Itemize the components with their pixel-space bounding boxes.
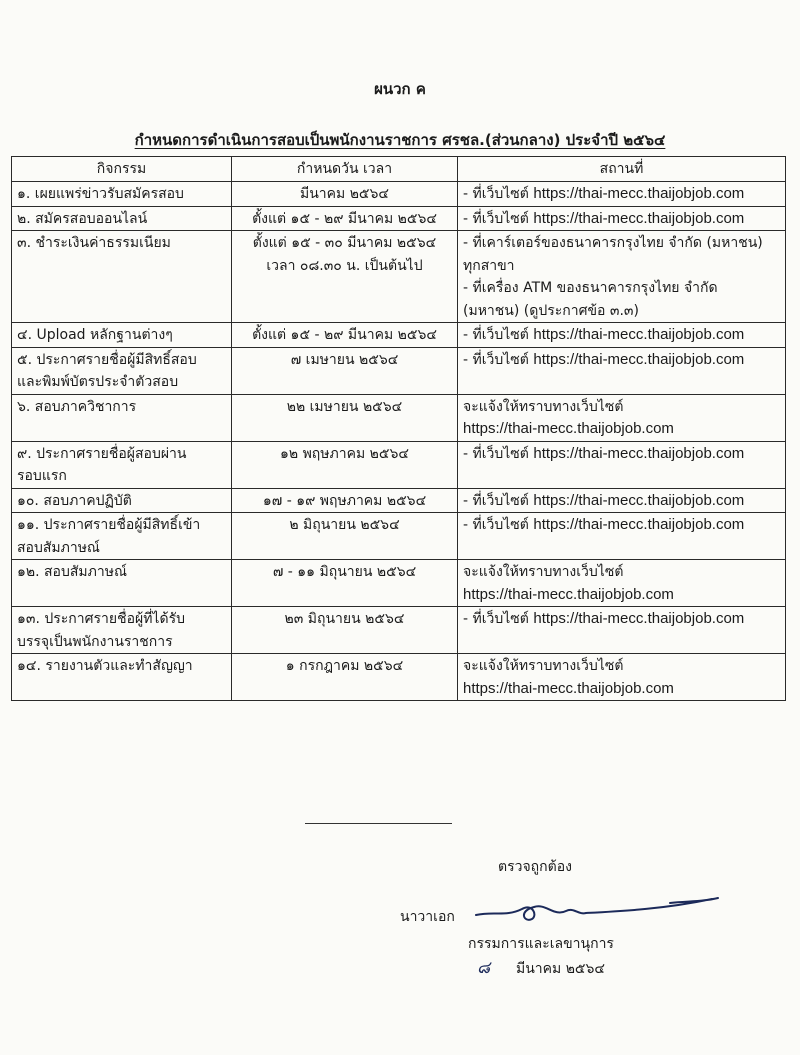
activity-cell: ๑. เผยแพร่ข่าวรับสมัครสอบ bbox=[12, 182, 232, 207]
date-cell: ตั้งแต่ ๑๕ - ๒๙ มีนาคม ๒๕๖๔ bbox=[232, 323, 458, 348]
website-link[interactable]: https://thai-mecc.thaijobjob.com bbox=[533, 491, 745, 509]
activity-cell: ๑๐. สอบภาคปฏิบัติ bbox=[12, 488, 232, 513]
signed-month-year: มีนาคม ๒๕๖๔ bbox=[516, 961, 606, 977]
table-row bbox=[12, 560, 786, 607]
place-cell: จะแจ้งให้ทราบทางเว็บไซต์ https://thai-mecc.thaijobjob.com bbox=[458, 394, 786, 441]
activity-cell: ๙. ประกาศรายชื่อผู้สอบผ่าน รอบแรก bbox=[12, 441, 232, 488]
table-row bbox=[12, 206, 786, 231]
place-cell: - ที่เว็บไซต์ https://thai-mecc.thaijobjob.com bbox=[458, 488, 786, 513]
website-link[interactable]: https://thai-mecc.thaijobjob.com bbox=[533, 185, 745, 202]
table-row bbox=[12, 488, 786, 513]
date-cell: ตั้งแต่ ๑๕ - ๓๐ มีนาคม ๒๕๖๔ เวลา ๐๘.๓๐ น. เป็นต้นไป bbox=[232, 231, 458, 323]
signer-rank: นาวาเอก bbox=[400, 909, 455, 925]
table-row bbox=[12, 231, 786, 323]
annex-title: ผนวก ค bbox=[374, 80, 426, 98]
date-cell: ๗ - ๑๑ มิถุนายน ๒๕๖๔ bbox=[232, 560, 458, 607]
activity-cell: ๖. สอบภาควิชาการ bbox=[12, 394, 232, 441]
signer-position: กรรมการและเลขานุการ bbox=[468, 936, 614, 952]
activity-cell: ๕. ประกาศรายชื่อผู้มีสิทธิ์สอบ และพิมพ์บัตรประจำตัวสอบ bbox=[12, 347, 232, 394]
date-cell: ๗ เมษายน ๒๕๖๔ bbox=[232, 347, 458, 394]
header-place: สถานที่ bbox=[458, 157, 786, 182]
handwritten-signature bbox=[474, 893, 724, 927]
website-link[interactable]: https://thai-mecc.thaijobjob.com bbox=[463, 679, 674, 697]
schedule-table bbox=[11, 156, 786, 701]
date-cell: ๑๒ พฤษภาคม ๒๕๖๔ bbox=[232, 441, 458, 488]
activity-cell: ๑๓. ประกาศรายชื่อผู้ที่ได้รับ บรรจุเป็นพนักงานราชการ bbox=[12, 607, 232, 654]
place-cell: - ที่เว็บไซต์ https://thai-mecc.thaijobjob.com bbox=[458, 607, 786, 654]
date-cell: ๑ กรกฎาคม ๒๕๖๔ bbox=[232, 654, 458, 701]
document-title: กำหนดการดำเนินการสอบเป็นพนักงานราชการ ศรชล.(ส่วนกลาง) ประจำปี ๒๕๖๔ bbox=[134, 131, 666, 149]
activity-cell: ๑๑. ประกาศรายชื่อผู้มีสิทธิ์เข้า สอบสัมภาษณ์ bbox=[12, 513, 232, 560]
place-cell: - ที่เว็บไซต์ https://thai-mecc.thaijobjob.com bbox=[458, 513, 786, 560]
table-row bbox=[12, 347, 786, 394]
date-cell: ๒๓ มิถุนายน ๒๕๖๔ bbox=[232, 607, 458, 654]
website-link[interactable]: https://thai-mecc.thaijobjob.com bbox=[463, 585, 674, 603]
date-cell: ๑๗ - ๑๙ พฤษภาคม ๒๕๖๔ bbox=[232, 488, 458, 513]
date-cell: ๒ มิถุนายน ๒๕๖๔ bbox=[232, 513, 458, 560]
table-header-row bbox=[12, 157, 786, 182]
header-activity: กิจกรรม bbox=[12, 157, 232, 182]
activity-cell: ๒. สมัครสอบออนไลน์ bbox=[12, 206, 232, 231]
website-link[interactable]: https://thai-mecc.thaijobjob.com bbox=[533, 326, 745, 343]
verified-text: ตรวจถูกต้อง bbox=[498, 859, 572, 875]
place-cell: - ที่เว็บไซต์ https://thai-mecc.thaijobjob.com bbox=[458, 441, 786, 488]
header-date: กำหนดวัน เวลา bbox=[232, 157, 458, 182]
place-cell: - ที่เว็บไซต์ https://thai-mecc.thaijobjob.com bbox=[458, 206, 786, 231]
date-cell: มีนาคม ๒๕๖๔ bbox=[232, 182, 458, 207]
table-row bbox=[12, 394, 786, 441]
place-cell: จะแจ้งให้ทราบทางเว็บไซต์ https://thai-mecc.thaijobjob.com bbox=[458, 654, 786, 701]
activity-cell: ๑๔. รายงานตัวและทำสัญญา bbox=[12, 654, 232, 701]
table-row bbox=[12, 441, 786, 488]
activity-cell: ๔. Upload หลักฐานต่างๆ bbox=[12, 323, 232, 348]
place-cell: - ที่เว็บไซต์ https://thai-mecc.thaijobjob.com bbox=[458, 182, 786, 207]
table-row bbox=[12, 654, 786, 701]
table-row bbox=[12, 607, 786, 654]
place-cell: - ที่เคาร์เตอร์ของธนาคารกรุงไทย จำกัด (มหาชน) ทุกสาขา - ที่เครื่อง ATM ของธนาคารกรุงไทย จำกัด (มหาชน) (ดูประกาศข้อ ๓.๓) bbox=[458, 231, 786, 323]
website-link[interactable]: https://thai-mecc.thaijobjob.com bbox=[533, 209, 745, 227]
website-link[interactable]: https://thai-mecc.thaijobjob.com bbox=[533, 444, 745, 462]
place-cell: - ที่เว็บไซต์ https://thai-mecc.thaijobjob.com bbox=[458, 323, 786, 348]
website-link[interactable]: https://thai-mecc.thaijobjob.com bbox=[533, 516, 745, 533]
date-cell: ๒๒ เมษายน ๒๕๖๔ bbox=[232, 394, 458, 441]
date-cell: ตั้งแต่ ๑๕ - ๒๙ มีนาคม ๒๕๖๔ bbox=[232, 206, 458, 231]
place-cell: - ที่เว็บไซต์ https://thai-mecc.thaijobjob.com bbox=[458, 347, 786, 394]
separator-line bbox=[305, 823, 452, 824]
activity-cell: ๓. ชำระเงินค่าธรรมเนียม bbox=[12, 231, 232, 323]
table-row bbox=[12, 513, 786, 560]
table-row bbox=[12, 323, 786, 348]
activity-cell: ๑๒. สอบสัมภาษณ์ bbox=[12, 560, 232, 607]
table-row bbox=[12, 182, 786, 207]
website-link[interactable]: https://thai-mecc.thaijobjob.com bbox=[533, 350, 745, 368]
website-link[interactable]: https://thai-mecc.thaijobjob.com bbox=[533, 610, 745, 627]
signed-day: ๘ bbox=[477, 958, 491, 978]
place-cell: จะแจ้งให้ทราบทางเว็บไซต์ https://thai-mecc.thaijobjob.com bbox=[458, 560, 786, 607]
website-link[interactable]: https://thai-mecc.thaijobjob.com bbox=[463, 420, 674, 437]
